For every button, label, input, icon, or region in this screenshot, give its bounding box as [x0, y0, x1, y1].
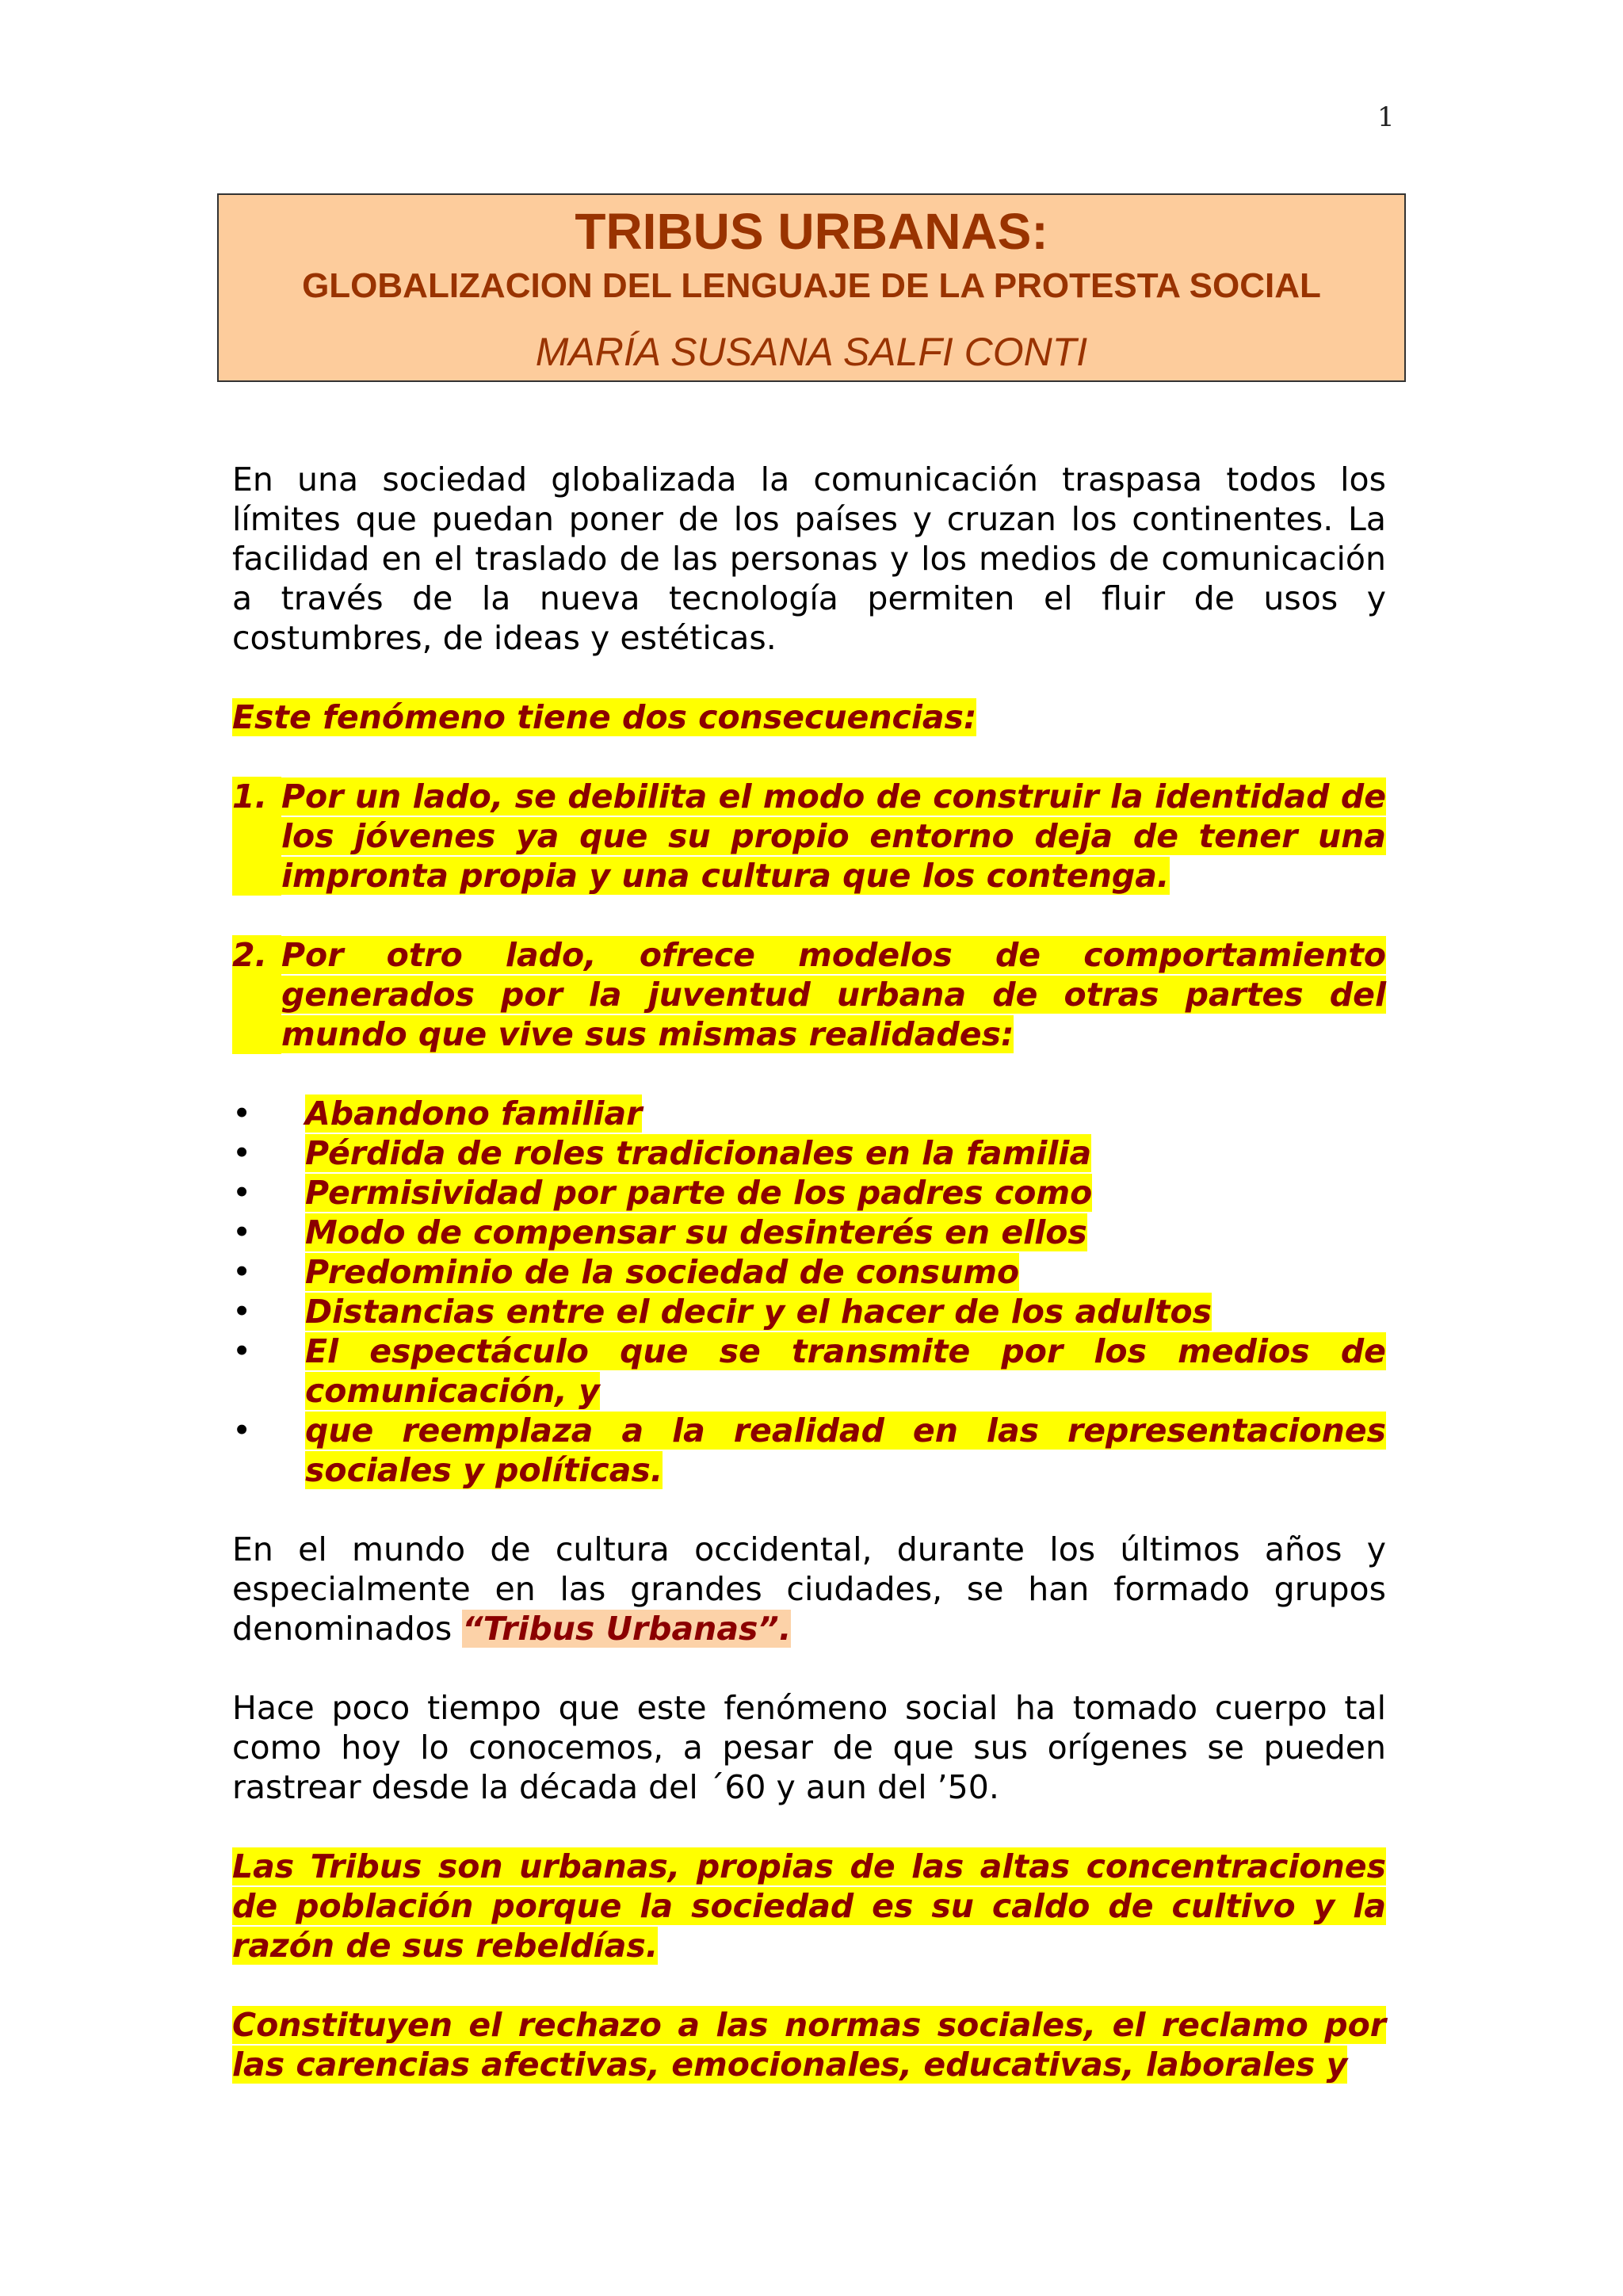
paragraph-consequences-heading: [232, 697, 1386, 737]
list-item-text: Modo de compensar su desinterés en ellos: [305, 1213, 1087, 1251]
bullet-icon: •: [232, 1412, 252, 1450]
bullet-list: [232, 1094, 1386, 1490]
paragraph-rejection: [232, 2005, 1386, 2084]
numbered-item-2-number: 2.: [232, 935, 281, 1054]
document-subtitle: GLOBALIZACION DEL LENGUAJE DE LA PROTESTA SOCIAL: [302, 266, 1321, 305]
document-body: [232, 460, 1386, 2124]
list-item-text: Abandono familiar: [305, 1095, 643, 1133]
paragraph-rejection-text: Constituyen el rechazo a las normas sociales, el reclamo por las carencias afectivas, emocionales, educativas, laborales y: [232, 2006, 1386, 2084]
paragraph-tribus-text: En el mundo de cultura occidental, durante los últimos años y especialmente en las grandes ciudades, se han formado grupos denominados: [232, 1530, 1386, 1648]
list-item: [232, 1173, 1386, 1213]
numbered-item-1-number: 1.: [232, 777, 281, 896]
tribus-urbanas-highlight: “Tribus Urbanas”.: [462, 1610, 792, 1648]
list-item: [232, 1213, 1386, 1252]
bullet-icon: •: [232, 1213, 252, 1251]
bullet-icon: •: [232, 1293, 252, 1331]
paragraph-origins: [232, 1688, 1386, 1807]
paragraph-urban-nature: [232, 1847, 1386, 1966]
numbered-item-2: [232, 935, 1386, 1054]
list-item-text: Permisividad por parte de los padres como: [305, 1174, 1093, 1212]
bullet-icon: •: [232, 1332, 252, 1370]
list-item: [232, 1411, 1386, 1490]
numbered-item-1-text: Por un lado, se debilita el modo de construir la identidad de los jóvenes ya que su propio entorno deja de tener una impronta propia y una cultura que los contenga.: [281, 777, 1386, 895]
paragraph-intro-text: En una sociedad globalizada la comunicación traspasa todos los límites que puedan poner de los países y cruzan los continentes. La facilidad en el traslado de las personas y los medios de comunicación a través de la nueva tecnología permiten el fluir de usos y costumbres, de ideas y estéticas.: [232, 460, 1386, 657]
bullet-icon: •: [232, 1095, 252, 1133]
paragraph-intro: [232, 460, 1386, 658]
list-item: [232, 1133, 1386, 1173]
list-item-text: Pérdida de roles tradicionales en la familia: [305, 1134, 1092, 1172]
title-box: [217, 193, 1406, 382]
list-item: [232, 1094, 1386, 1133]
bullet-icon: •: [232, 1253, 252, 1291]
bullet-icon: •: [232, 1134, 252, 1172]
list-item-text: Predominio de la sociedad de consumo: [305, 1253, 1020, 1291]
list-item-text: Distancias entre el decir y el hacer de los adultos: [305, 1293, 1212, 1331]
list-item: [232, 1331, 1386, 1411]
document-title: TRIBUS URBANAS:: [575, 203, 1048, 260]
numbered-item-1: [232, 777, 1386, 896]
list-item: [232, 1292, 1386, 1331]
list-item-text: que reemplaza a la realidad en las representaciones sociales y políticas.: [305, 1412, 1386, 1489]
paragraph-tribus-definition: [232, 1530, 1386, 1648]
list-item: [232, 1252, 1386, 1292]
numbered-item-2-text: Por otro lado, ofrece modelos de comportamiento generados por la juventud urbana de otras partes del mundo que vive sus mismas realidades:: [281, 936, 1386, 1053]
bullet-icon: •: [232, 1174, 252, 1212]
paragraph-urban-nature-text: Las Tribus son urbanas, propias de las altas concentraciones de población porque la sociedad es su caldo de cultivo y la razón de sus rebeldías.: [232, 1847, 1386, 1965]
page-number: 1: [1377, 101, 1395, 133]
list-item-text: El espectáculo que se transmite por los medios de comunicación, y: [305, 1332, 1386, 1410]
paragraph-origins-text: Hace poco tiempo que este fenómeno social ha tomado cuerpo tal como hoy lo conocemos, a pesar de que sus orígenes se pueden rastrear desde la década del ´60 y aun del ’50.: [232, 1689, 1386, 1806]
document-author: MARÍA SUSANA SALFI CONTI: [535, 330, 1088, 374]
consequences-heading-text: Este fenómeno tiene dos consecuencias:: [232, 698, 977, 736]
